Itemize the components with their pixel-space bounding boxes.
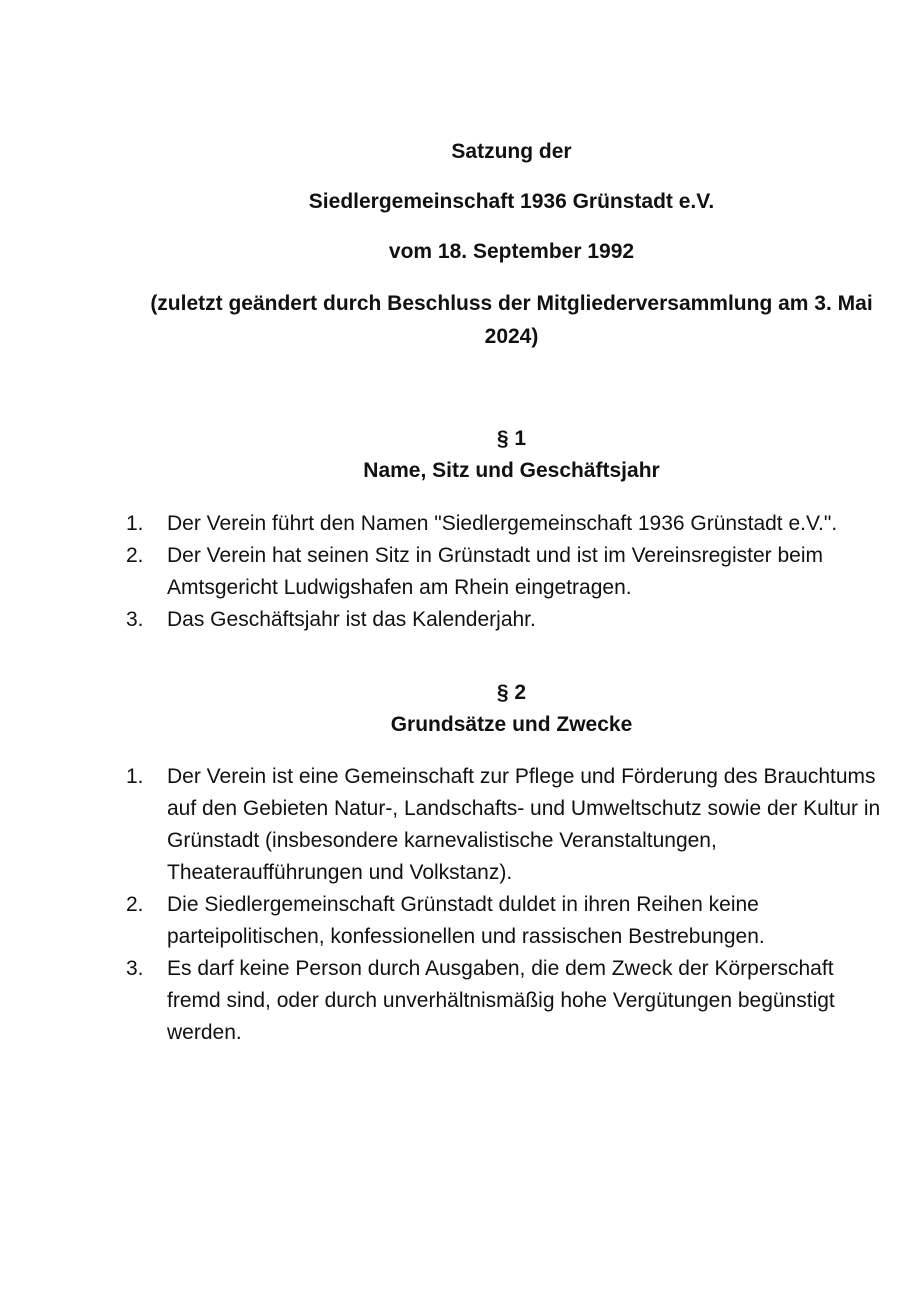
clause-number: 3. [126,957,144,980]
section-1-heading: Name, Sitz und Geschäftsjahr [363,459,660,482]
list-item [120,540,890,604]
section-1-clause-list [120,508,890,636]
section-1-number: § 1 [496,427,527,450]
title-line-amendment-note: (zuletzt geändert durch Beschluss der Mitgliederversammlung am 3. Mai 2024) [150,292,873,348]
clause-number: 1. [126,512,144,535]
clause-text: Es darf keine Person durch Ausgaben, die dem Zweck der Körperschaft fremd sind, oder durch unverhältnismäßig hohe Vergütungen begünstigt werden. [167,957,835,1044]
list-item [120,604,890,636]
clause-text: Der Verein hat seinen Sitz in Grünstadt und ist im Vereinsregister beim Amtsgericht Ludwigshafen am Rhein eingetragen. [167,544,823,599]
document-title-block [130,137,893,353]
section-2-heading: Grundsätze und Zwecke [390,713,633,736]
section-2-number: § 2 [496,681,527,704]
list-item [120,761,890,889]
section-2-clause-list [120,761,890,1049]
list-item [120,508,890,540]
clause-number: 2. [126,893,144,916]
clause-text: Der Verein führt den Namen "Siedlergemeinschaft 1936 Grünstadt e.V.". [167,512,838,535]
clause-number: 3. [126,608,144,631]
clause-number: 1. [126,765,144,788]
title-line-date: vom 18. September 1992 [388,240,635,263]
list-item [120,953,890,1049]
section-1-header [130,423,893,487]
clause-text: Die Siedlergemeinschaft Grünstadt duldet in ihren Reihen keine parteipolitischen, konfessionellen und rassischen Bestrebungen. [167,893,765,948]
title-line-statute: Satzung der [451,140,572,163]
clause-number: 2. [126,544,144,567]
list-item [120,889,890,953]
title-line-association-name: Siedlergemeinschaft 1936 Grünstadt e.V. [308,190,715,213]
clause-text: Der Verein ist eine Gemeinschaft zur Pflege und Förderung des Brauchtums auf den Gebieten Natur-, Landschafts- und Umweltschutz sowie der Kultur in Grünstadt (insbesondere karnevalistische Veranstaltungen, Theateraufführungen und Volkstanz). [167,765,881,884]
section-2-header [130,677,893,741]
clause-text: Das Geschäftsjahr ist das Kalenderjahr. [167,608,536,631]
